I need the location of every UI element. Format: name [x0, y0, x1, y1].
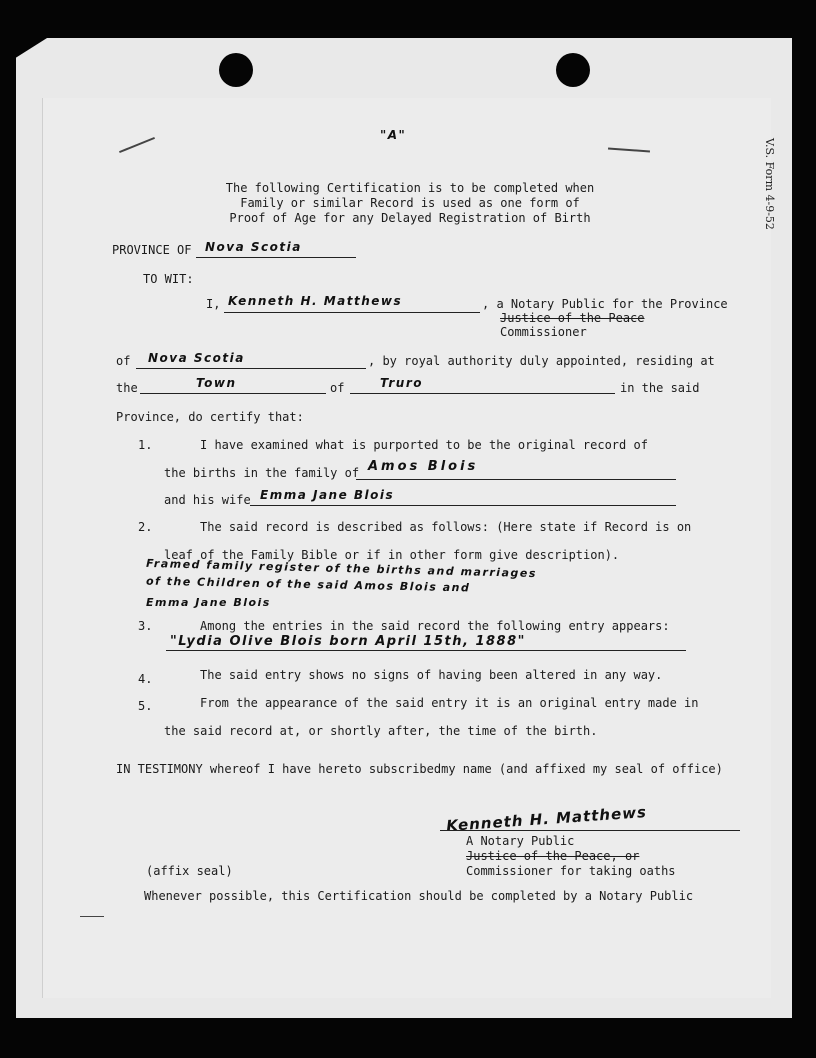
- signer-title-1: A Notary Public: [466, 834, 575, 848]
- the-label: the: [116, 381, 138, 395]
- description-line-2: of the Children of the said Amos Blois and: [145, 574, 471, 595]
- births-label: the births in the family of: [164, 466, 360, 480]
- signer-title-2: Justice of the Peace, or: [466, 849, 640, 863]
- office-line-1: , a Notary Public for the Province: [482, 297, 728, 311]
- family-value: Amos Blois: [368, 459, 479, 474]
- of-label-2: of: [330, 381, 345, 395]
- the-value-1: Town: [196, 376, 237, 390]
- signature: Kenneth H. Matthews: [445, 803, 648, 835]
- province-label: PROVINCE OF: [112, 243, 192, 257]
- heading-line-1: The following Certification is to be completed when: [225, 181, 595, 195]
- authority-text: , by royal authority duly appointed, residing at: [368, 354, 715, 368]
- in-said-label: in the said: [620, 381, 700, 395]
- item-5-text-2: the said record at, or shortly after, the time of the birth.: [164, 724, 598, 738]
- wife-line: [250, 505, 676, 506]
- footer-note: Whenever possible, this Certification should be completed by a Notary Public: [144, 889, 694, 903]
- testimony-text: IN TESTIMONY whereof I have hereto subscribedmy name (and affixed my seal of office): [116, 762, 723, 776]
- form-id-label: V.S. Form 4-9-52: [763, 138, 776, 230]
- heading-line-2: Family or similar Record is used as one form of: [240, 196, 580, 210]
- description-line-1: Framed family register of the births and marriages: [145, 556, 538, 581]
- punch-hole-left: [219, 53, 253, 87]
- item-5-text: From the appearance of the said entry it is an original entry made in: [200, 696, 699, 710]
- family-line: [356, 479, 676, 480]
- of-label: of: [116, 354, 131, 368]
- item-3-text: Among the entries in the said record the following entry appears:: [200, 619, 670, 633]
- office-line-2: Justice of the Peace: [500, 311, 645, 325]
- item-1-text: I have examined what is purported to be the original record of: [200, 438, 648, 452]
- the-line-2: [350, 393, 615, 394]
- of-line: [136, 368, 366, 369]
- entry-value: "Lydia Olive Blois born April 15th, 1888": [170, 634, 526, 649]
- office-line-3: Commissioner: [500, 325, 587, 339]
- item-1-number: 1.: [138, 438, 153, 452]
- item-2-text-2: leaf of the Family Bible or if in other form give description).: [164, 548, 620, 562]
- province-value: Nova Scotia: [205, 240, 302, 254]
- the-line-1: [140, 393, 326, 394]
- pen-mark: [80, 916, 104, 917]
- item-3-number: 3.: [138, 619, 153, 633]
- the-value-2: Truro: [380, 376, 423, 390]
- wife-label: and his wife: [164, 493, 251, 507]
- affix-seal-label: (affix seal): [146, 864, 233, 878]
- entry-line: [166, 650, 686, 651]
- mark-a: "A": [380, 128, 407, 142]
- item-2-text: The said record is described as follows: (Here state if Record is on: [200, 520, 692, 534]
- wife-value: Emma Jane Blois: [260, 488, 395, 502]
- certify-text: Province, do certify that:: [116, 410, 304, 424]
- of-value: Nova Scotia: [148, 351, 245, 365]
- to-wit-label: TO WIT:: [143, 272, 194, 286]
- signature-line: [440, 830, 740, 831]
- heading-line-3: Proof of Age for any Delayed Registration of Birth: [229, 211, 591, 225]
- i-label: I,: [206, 297, 221, 311]
- description-line-3: Emma Jane Blois: [146, 596, 271, 609]
- province-line: [196, 257, 356, 258]
- punch-hole-right: [556, 53, 590, 87]
- item-4-number: 4.: [138, 672, 153, 686]
- item-5-number: 5.: [138, 699, 153, 713]
- name-value: Kenneth H. Matthews: [228, 294, 403, 308]
- item-4-text: The said entry shows no signs of having been altered in any way.: [200, 668, 663, 682]
- signer-title-3: Commissioner for taking oaths: [466, 864, 676, 878]
- item-2-number: 2.: [138, 520, 153, 534]
- name-line: [224, 312, 480, 313]
